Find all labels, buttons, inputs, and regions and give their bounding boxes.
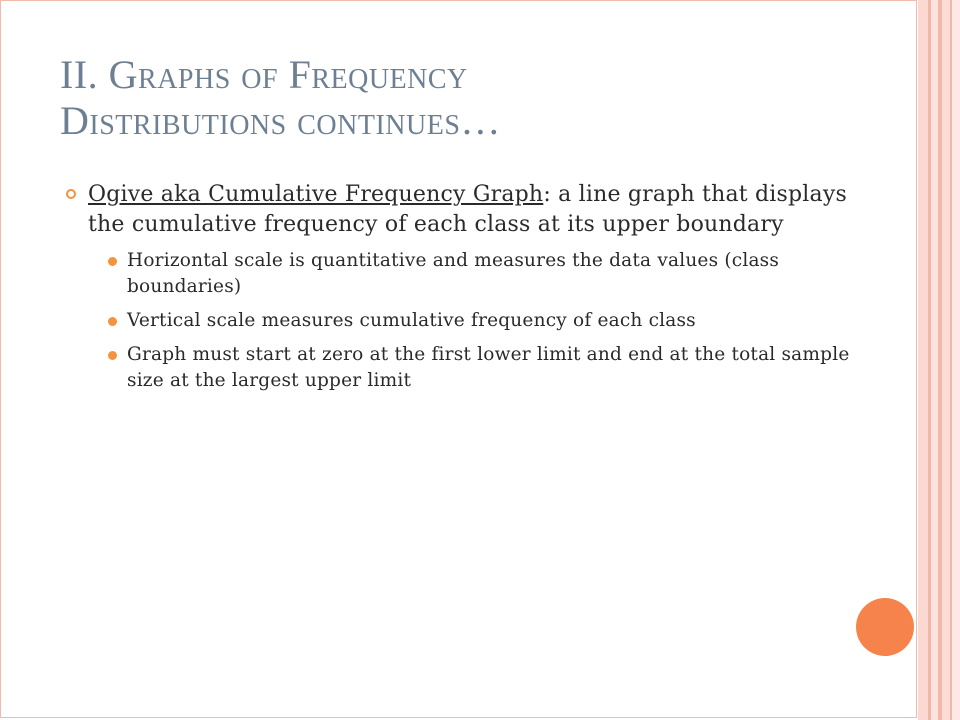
sub-bullet: [60, 342, 860, 394]
decorative-circle: [856, 598, 914, 656]
sub-bullet-text: Horizontal scale is quantitative and measures the data values (class boundaries): [127, 250, 780, 297]
dot-bullet-icon: [108, 257, 117, 266]
sub-bullet: [60, 248, 860, 300]
ring-bullet-icon: [66, 189, 76, 199]
slide-title-line-2: Distributions continues…: [60, 98, 501, 143]
slide-title-line-1: II. Graphs of Frequency: [60, 52, 468, 97]
main-bullet: [60, 180, 860, 240]
decorative-stripe: [918, 0, 928, 720]
slide-title: [60, 52, 900, 144]
decorative-stripe: [942, 0, 950, 720]
main-bullet-text: [88, 182, 847, 237]
sub-bullet: [60, 308, 860, 334]
sub-bullet-text: Vertical scale measures cumulative frequency of each class: [127, 310, 696, 331]
sub-bullet-list: [60, 248, 860, 394]
slide-content: [60, 180, 860, 402]
sub-bullet-text: Graph must start at zero at the first lower limit and end at the total sample size at the largest upper limit: [127, 344, 850, 391]
decorative-stripe: [931, 0, 938, 720]
dot-bullet-icon: [108, 351, 117, 360]
main-bullet-term: Ogive aka Cumulative Frequency Graph: [88, 182, 544, 207]
decorative-stripe: [952, 0, 960, 720]
dot-bullet-icon: [108, 317, 117, 326]
main-bullet-definition: : a line graph that displays the cumulative frequency of each class at its upper boundary: [88, 182, 847, 237]
